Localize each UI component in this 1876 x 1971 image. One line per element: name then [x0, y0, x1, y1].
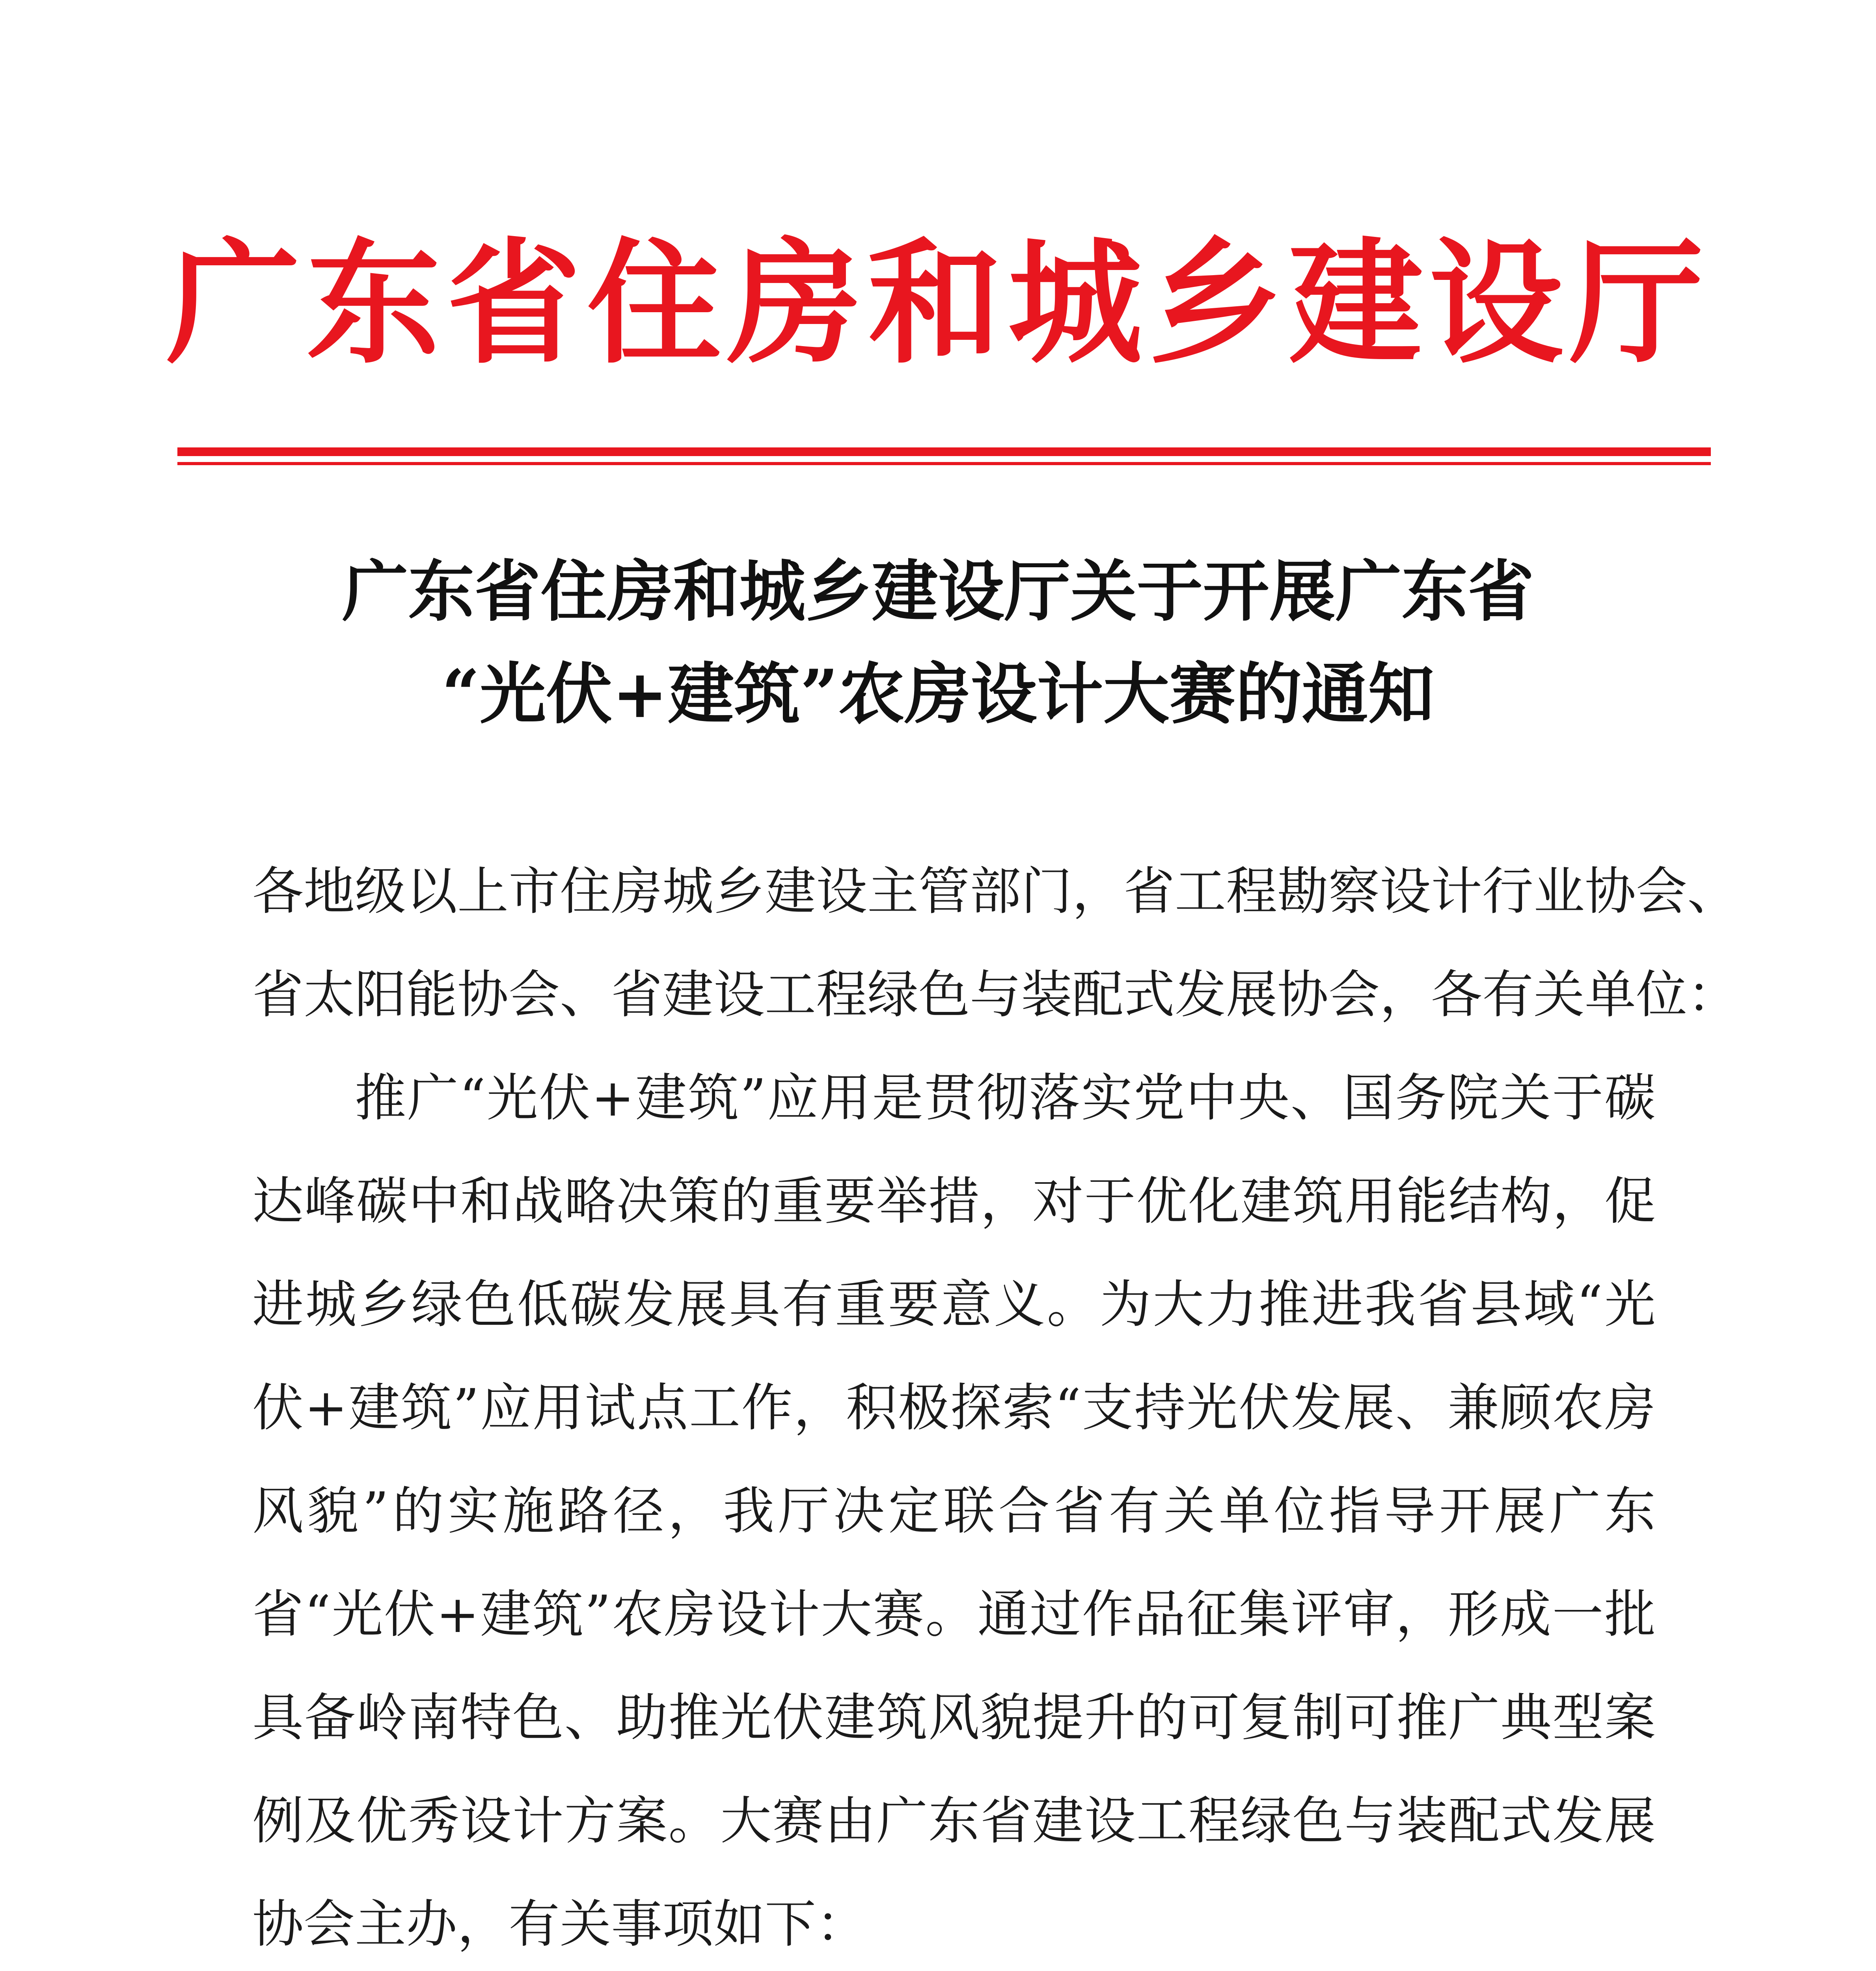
document-title-line-2: “光伏+建筑”农房设计大赛的通知 — [442, 655, 1434, 733]
document-title-line-1: 广东省住房和城乡建设厅关于开展广东省 — [342, 552, 1534, 630]
intro-paragraph: 推广“光伏+建筑”应用是贯彻落实党中央、国务院关于碳达峰碳中和战略决策的重要举措，对于优化建筑用能结构，促进城乡绿色低碳发展具有重要意义。为大力推进我省县域“光伏+建筑”应用试点工作，积极探索“支持光伏发展、兼顾农房风貌”的实施路径，我厅决定联合省有关单位指导开展广东省“光伏+建筑”农房设计大赛。通过作品征集评审，形成一批具备岭南特色、助推光伏建筑风貌提升的可复制可推广典型案例及优秀设计方案。大赛由广东省建设工程绿色与装配式发展协会主办，有关事项如下： — [252, 1068, 1656, 1954]
document-body — [252, 840, 1739, 1971]
header-rule-thick — [177, 447, 1711, 456]
letterhead-org-name: 广东省住房和城乡建设厅 — [166, 225, 1710, 382]
addressee-line-1: 各地级以上市住房城乡建设主管部门，省工程勘察设计行业协会、 — [252, 861, 1739, 921]
addressee-line-2: 省太阳能协会、省建设工程绿色与装配式发展协会，各有关单位： — [252, 965, 1739, 1025]
header-rule-thin — [177, 462, 1711, 465]
